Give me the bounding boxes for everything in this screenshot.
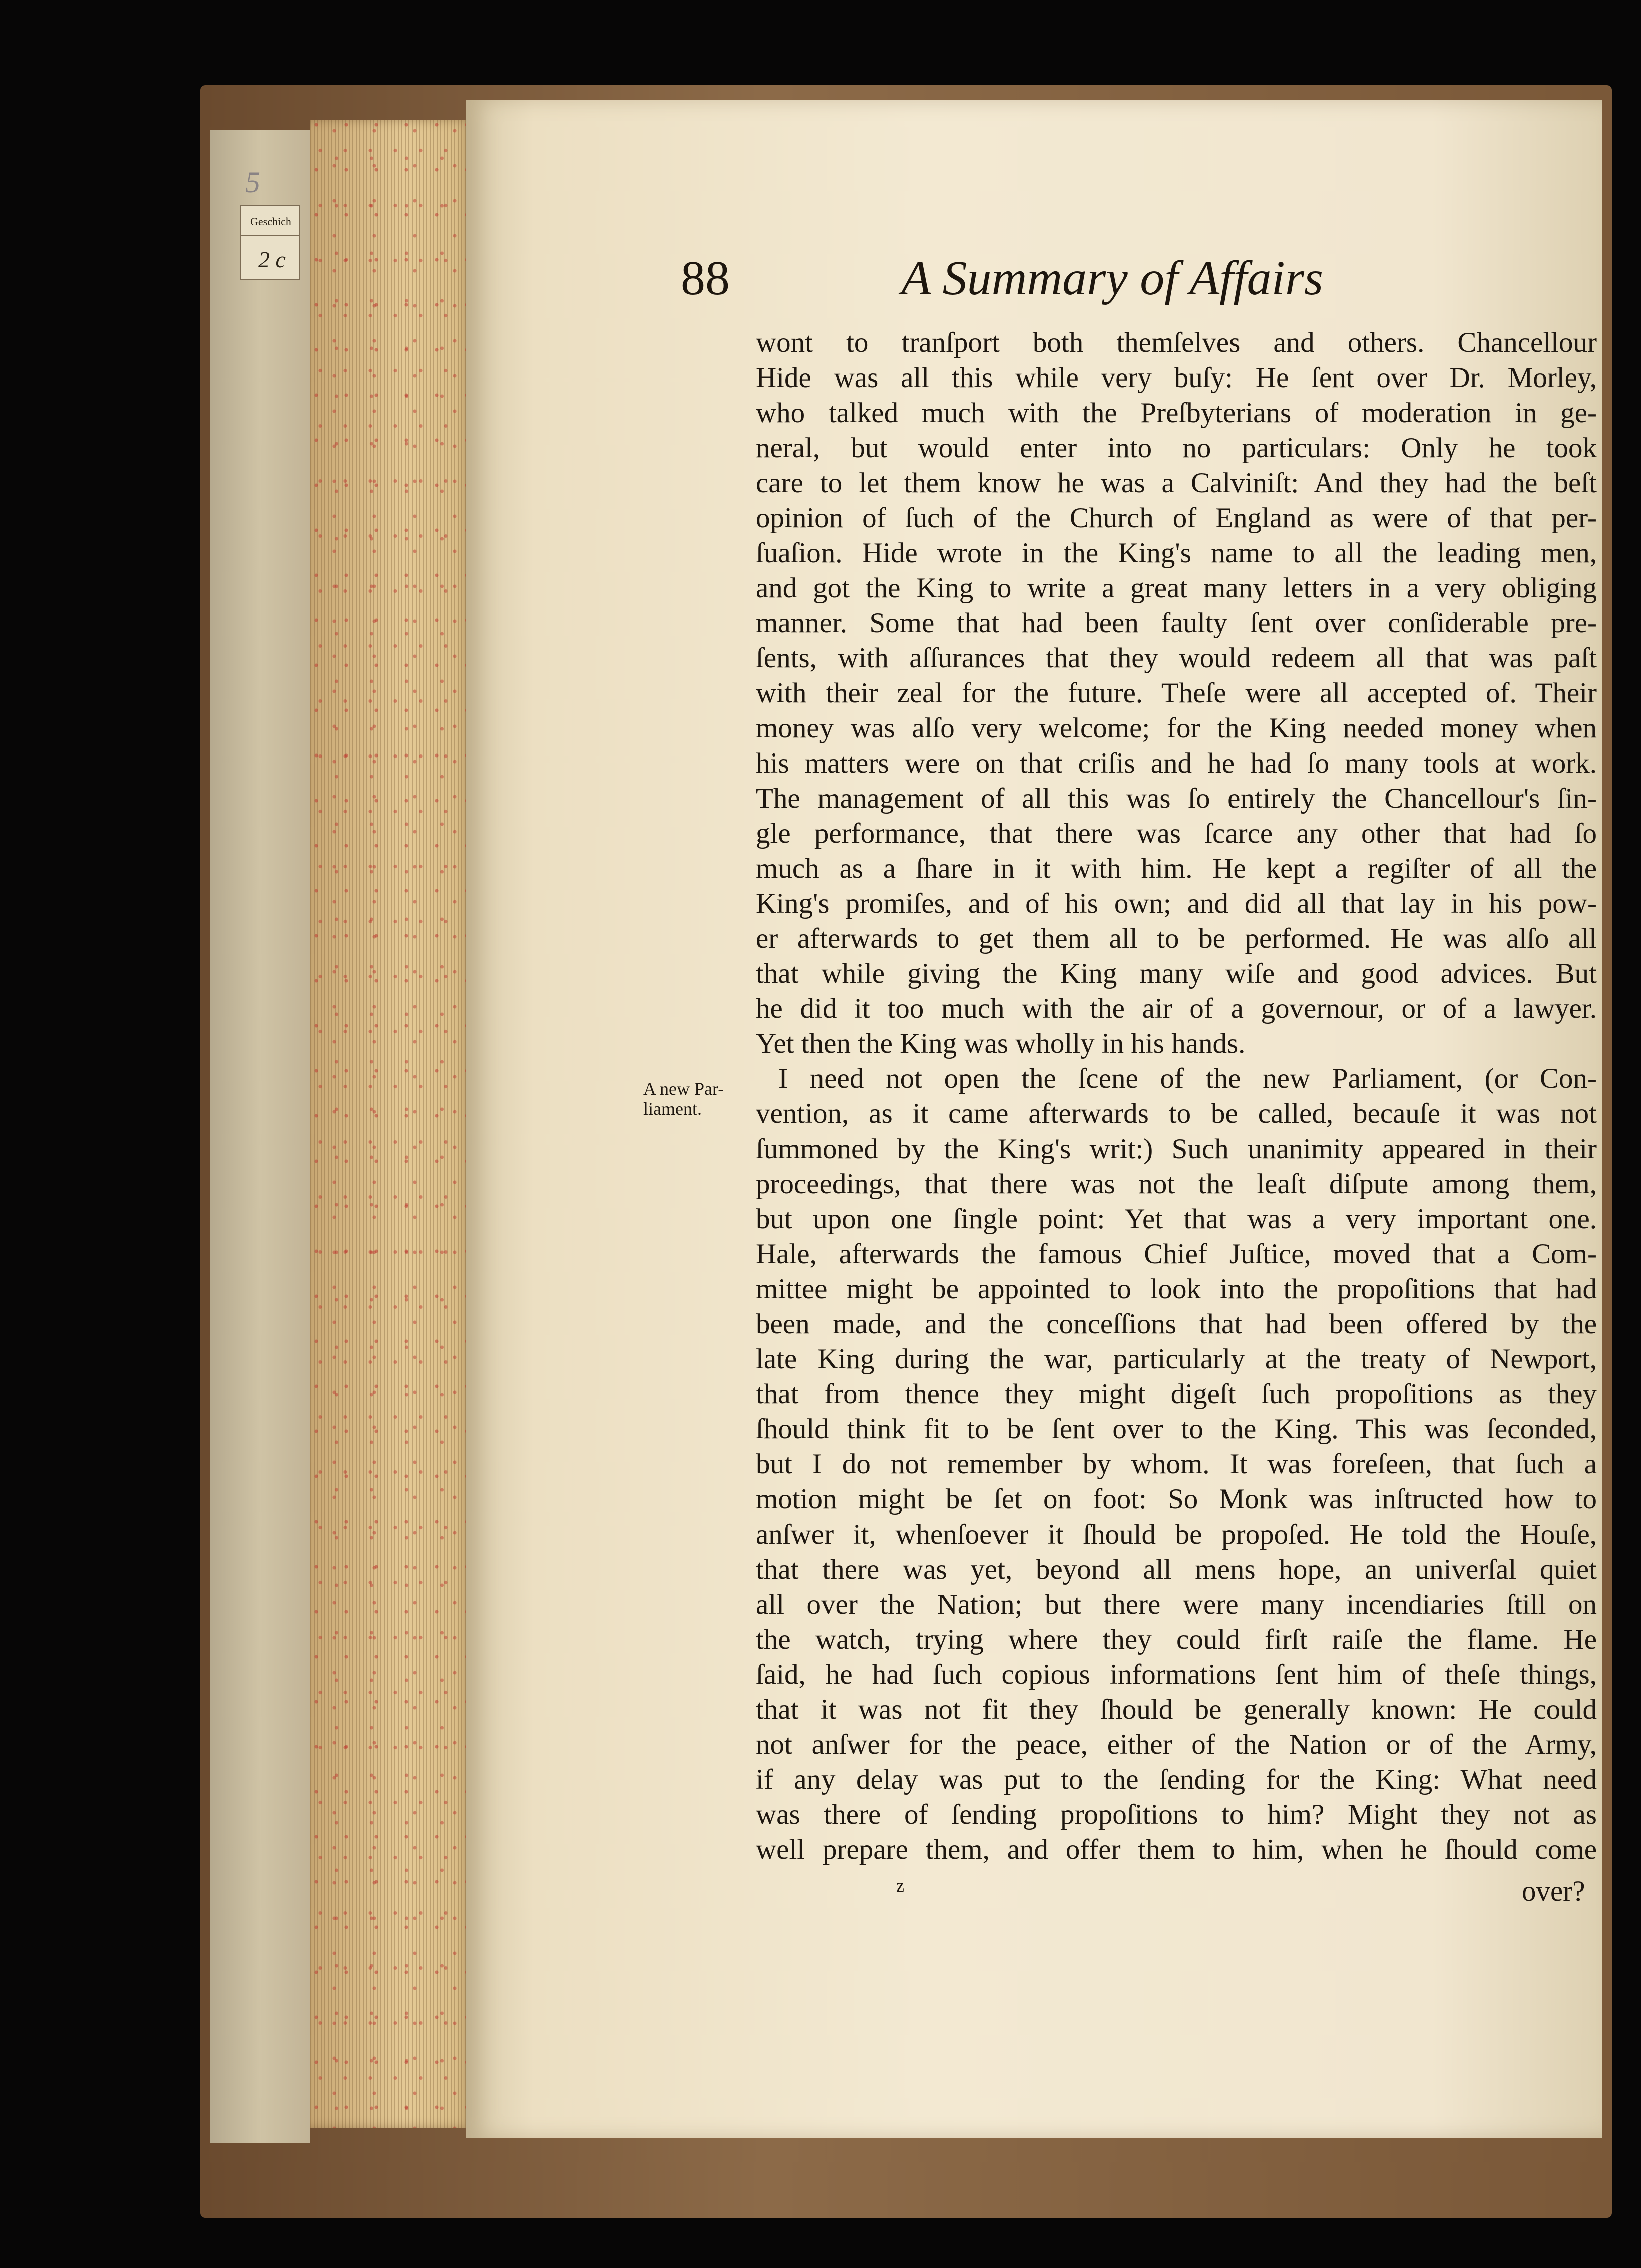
spine-label <box>240 205 300 280</box>
text-line: that from thence they might digeſt ſuch propoſitions as they <box>756 1378 1597 1410</box>
text-line: King's promiſes, and of his own; and did all that lay in his pow- <box>756 888 1597 919</box>
text-line: all over the Nation; but there were many incendiaries ſtill on <box>756 1589 1597 1620</box>
text-line: manner. Some that had been faulty ſent over conſiderable pre- <box>756 607 1597 639</box>
red-speckle-edges <box>310 120 471 2128</box>
text-line: Hide was all this while very buſy: He ſent over Dr. Morley, <box>756 362 1597 394</box>
text-line: money was alſo very welcome; for the King needed money when <box>756 712 1597 744</box>
text-line: that while giving the King many wiſe and good advices. But <box>756 958 1597 989</box>
text-line: vention, as it came afterwards to be called, becauſe it was not <box>756 1098 1597 1129</box>
text-line: ſummoned by the King's writ:) Such unanimity appeared in their <box>756 1133 1597 1165</box>
text-line: neral, but would enter into no particulars: Only he took <box>756 432 1597 464</box>
text-line: Hale, afterwards the famous Chief Juſtice, moved that a Com- <box>756 1238 1597 1270</box>
text-line: was there of ſending propoſitions to him? Might they not as <box>756 1799 1597 1830</box>
text-line: the watch, trying where they could firſt raiſe the flame. He <box>756 1624 1597 1655</box>
text-line: anſwer it, whenſoever it ſhould be propoſed. He told the Houſe, <box>756 1519 1597 1550</box>
page-number: 88 <box>681 251 730 305</box>
running-title: A Summary of Affairs <box>901 251 1324 305</box>
text-line: if any delay was put to the ſending for the King: What need <box>756 1764 1597 1795</box>
text-line: with their zeal for the future. Theſe were all accepted of. Their <box>756 677 1597 709</box>
text-line: late King during the war, particularly at the treaty of Newport, <box>756 1343 1597 1375</box>
body-text <box>756 325 1597 1867</box>
text-line: but I do not remember by whom. It was foreſeen, that ſuch a <box>756 1448 1597 1480</box>
text-line: that there was yet, beyond all mens hope, an univerſal quiet <box>756 1554 1597 1585</box>
text-line: he did it too much with the air of a governour, or of a lawyer. <box>756 993 1597 1024</box>
text-line: I need not open the ſcene of the new Parliament, (or Con- <box>778 1063 1597 1094</box>
text-line: not anſwer for the peace, either of the Nation or of the Army, <box>756 1729 1597 1760</box>
spine-label-top: Geschich <box>250 215 291 228</box>
text-line: mittee might be appointed to look into the propoſitions that had <box>756 1273 1597 1305</box>
text-line: wont to tranſport both themſelves and others. Chancellour <box>756 327 1597 358</box>
text-line: gle performance, that there was ſcarce any other that had ſo <box>756 818 1597 849</box>
spine-label-bottom: 2 c <box>241 235 299 273</box>
text-line: that it was not fit they ſhould be generally known: He could <box>756 1694 1597 1725</box>
text-line: ſuaſion. Hide wrote in the King's name to all the leading men, <box>756 537 1597 569</box>
text-line: but upon one ſingle point: Yet that was a very important one. <box>756 1203 1597 1235</box>
margin-note-line: A new Par- <box>643 1079 724 1099</box>
text-line: er afterwards to get them all to be performed. He was alſo all <box>756 923 1597 954</box>
running-header <box>661 250 1512 315</box>
spine-pencil-mark: 5 <box>245 166 260 199</box>
book-spine <box>210 130 310 2143</box>
text-line: well prepare them, and offer them to him, when he ſhould come <box>756 1834 1597 1865</box>
page-edges <box>310 120 471 2128</box>
catchword: over? <box>1522 1875 1585 1907</box>
signature-mark: z <box>896 1875 904 1896</box>
text-line: care to let them know he was a Calviniſt: And they had the beſt <box>756 467 1597 499</box>
text-line: ſhould think fit to be ſent over to the King. This was ſeconded, <box>756 1413 1597 1445</box>
text-line: much as a ſhare in it with him. He kept a regiſter of all the <box>756 853 1597 884</box>
text-line: who talked much with the Preſbyterians of moderation in ge- <box>756 397 1597 429</box>
text-line: been made, and the conceſſions that had been offered by the <box>756 1308 1597 1340</box>
margin-note <box>643 1079 748 1119</box>
text-line: The management of all this was ſo entirely the Chancellour's ſin- <box>756 783 1597 814</box>
text-line: his matters were on that criſis and he had ſo many tools at work. <box>756 747 1597 779</box>
text-line: opinion of ſuch of the Church of England as were of that per- <box>756 502 1597 534</box>
text-line: and got the King to write a great many letters in a very obliging <box>756 572 1597 604</box>
text-line: Yet then the King was wholly in his hands. <box>756 1028 1246 1059</box>
text-line: proceedings, that there was not the leaſt diſpute among them, <box>756 1168 1597 1200</box>
text-line: motion might be ſet on foot: So Monk was inſtructed how to <box>756 1483 1597 1515</box>
margin-note-line: liament. <box>643 1099 702 1119</box>
text-line: ſaid, he had ſuch copious informations ſent him of theſe things, <box>756 1659 1597 1690</box>
text-line: ſents, with aſſurances that they would redeem all that was paſt <box>756 642 1597 674</box>
